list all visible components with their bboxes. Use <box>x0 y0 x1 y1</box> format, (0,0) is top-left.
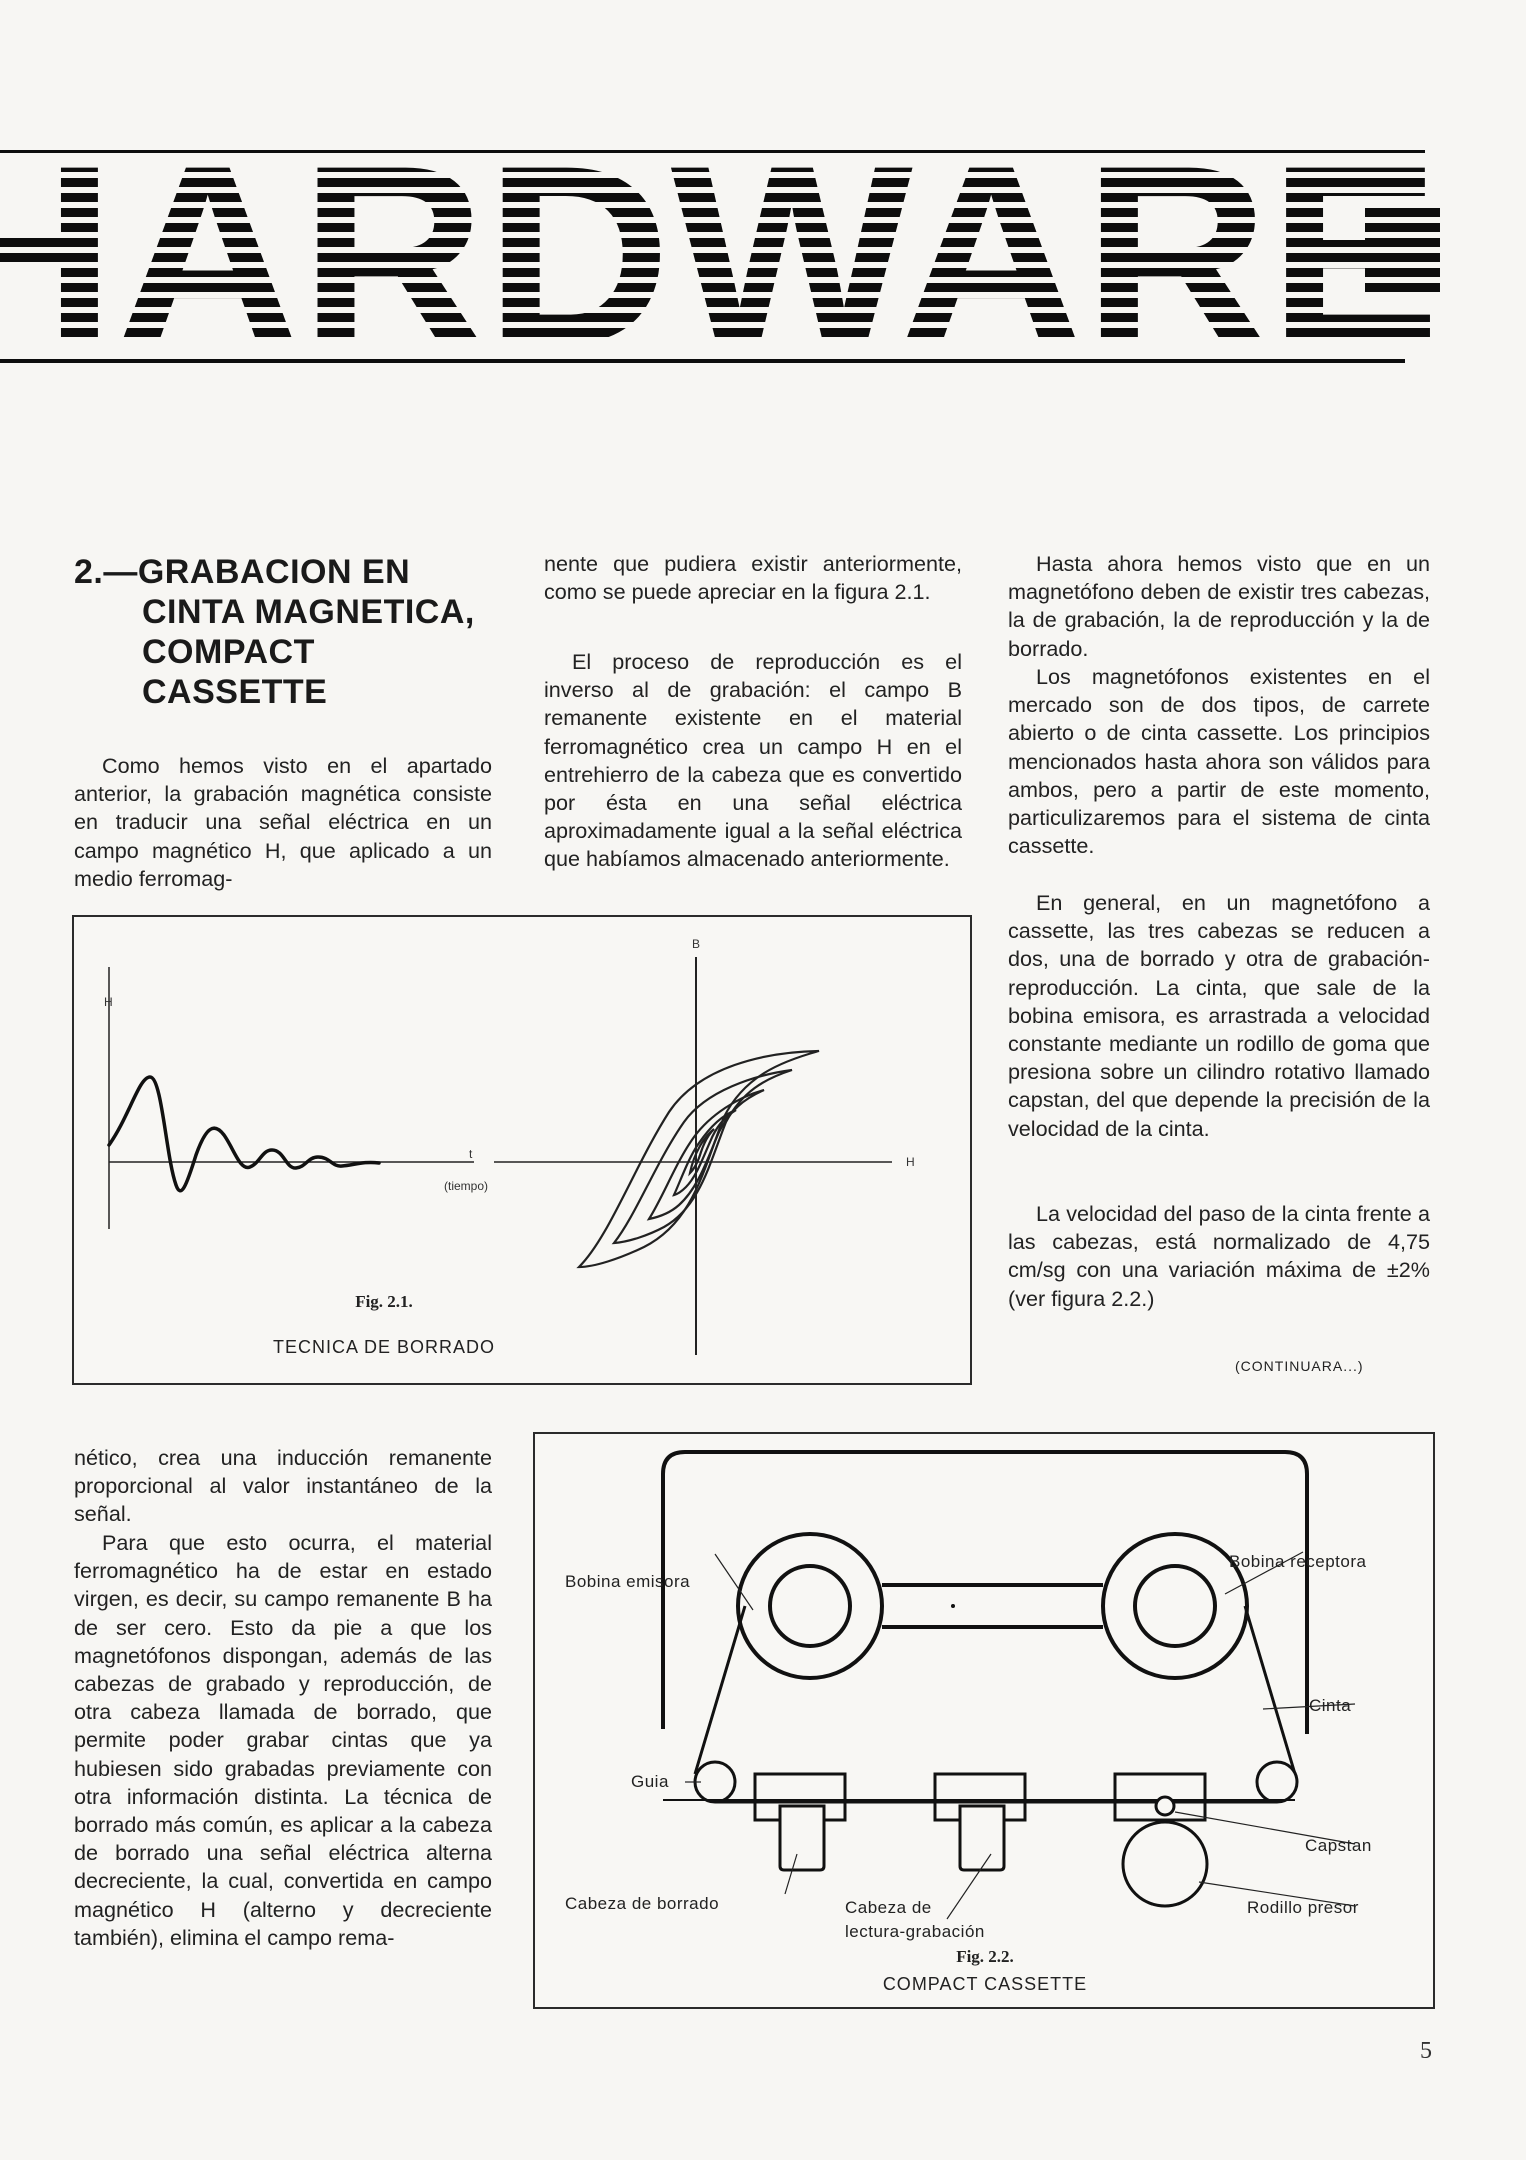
label-cabeza-lectura-2: lectura-grabación <box>845 1922 985 1941</box>
col2-paragraph-1: nente que pudiera existir anteriormente, como se puede apreciar en la figura 2.1. <box>544 551 962 605</box>
figure-2-2 <box>533 1432 1435 2009</box>
label-cabeza-lectura: Cabeza de <box>845 1898 932 1917</box>
col2-paragraph-2: El proceso de reproducción es el inverso al de grabación: el campo B remanente existente en el material ferromagnético crea un campo H en el entrehierro de la cabeza que es convertido por ésta en una señal eléctrica aproximadamente igual a la señal eléctrica que habíamos almacenado anteriormente. <box>544 649 962 872</box>
col1-paragraph-4: Para que esto ocurra, el material ferromagnético ha de estar en estado virgen, es decir, su campo remanente B ha de ser cero. Esto da pie a que los magnetófonos dispongan, además de las cabezas de grabado y reproducción, de otra cabeza llamada de borrado, que permite poder grabar cintas que ya hubiesen sido grabadas previamente con otra información distinta. La técnica de borrado más común, es aplicar a la cabeza de borrado una señal eléctrica alterna decreciente, la cual, convertida en campo magnético H (alterno y decreciente también), elimina el campo rema- <box>74 1530 492 1950</box>
fig1-axis-h-label: H <box>104 995 113 1009</box>
fig1-axis-b-label: B <box>692 937 701 951</box>
label-rodillo-presor: Rodillo presor <box>1247 1898 1359 1917</box>
title-line: 2.—GRABACION EN <box>74 553 411 591</box>
article-title <box>74 552 504 712</box>
fig1-caption: TECNICA DE BORRADO <box>272 1337 496 1357</box>
erase-technique-diagram <box>74 917 970 1383</box>
continued-note: (CONTINUARA...) <box>1235 1358 1364 1374</box>
title-line: COMPACT <box>142 633 315 671</box>
col3-paragraph-3: En general, en un magnetófono a cassette, las tres cabezas se reducen a dos, una de borrado y otra de grabación-reproducción. La cinta, que sale de la bobina emisora, es arrastrada a velocidad constante mediante un rodillo de goma que presiona sobre un cilindro rotativo llamado capstan, del que depende la precisión de la velocidad de la cinta. <box>1008 890 1430 1141</box>
col3-paragraph-2: Los magnetófonos existentes en el mercado son de dos tipos, de carrete abierto o de cinta cassette. Los principios mencionados hasta ahora son válidos para ambos, pero a partir de este momento, particulizaremos para el sistema de cinta cassette. <box>1008 664 1430 859</box>
label-bobina-emisora: Bobina emisora <box>565 1572 691 1591</box>
label-guia: Guia <box>631 1772 669 1791</box>
figure-2-1 <box>72 915 972 1385</box>
label-cinta: Cinta <box>1309 1696 1352 1715</box>
label-capstan: Capstan <box>1305 1836 1372 1855</box>
title-line: CINTA MAGNETICA, <box>142 593 475 631</box>
label-cabeza-borrado: Cabeza de borrado <box>565 1894 720 1913</box>
fig2-caption: COMPACT CASSETTE <box>882 1974 1088 1994</box>
col1-intro-paragraph: Como hemos visto en el apartado anterior, la grabación magnética consiste en traducir una señal eléctrica en un campo magnético H, que aplicado a un medio ferromag- <box>74 753 492 891</box>
fig1-axis-t-note: (tiempo) <box>444 1179 489 1193</box>
col3-paragraph-1: Hasta ahora hemos visto que en un magnetófono deben de existir tres cabezas, la de grabación, la de reproducción y la de borrado. <box>1008 551 1430 661</box>
page-number: 5 <box>1420 2038 1432 2064</box>
fig2-label: Fig. 2.2. <box>956 1947 1014 1966</box>
fig1-axis-h-right-label: H <box>906 1155 915 1169</box>
col3-paragraph-4: La velocidad del paso de la cinta frente a las cabezas, está normalizado de 4,75 cm/sg con una variación máxima de ±2% (ver figura 2.2.) <box>1008 1201 1430 1311</box>
col1-paragraph-3: nético, crea una inducción remanente proporcional al valor instantáneo de la señal. <box>74 1445 492 1527</box>
fig1-label: Fig. 2.1. <box>355 1292 413 1311</box>
title-line: CASSETTE <box>142 673 328 711</box>
fig1-axis-t-label: t <box>469 1147 473 1161</box>
label-bobina-receptora: Bobina receptora <box>1229 1552 1367 1571</box>
hardware-banner <box>0 148 1440 366</box>
